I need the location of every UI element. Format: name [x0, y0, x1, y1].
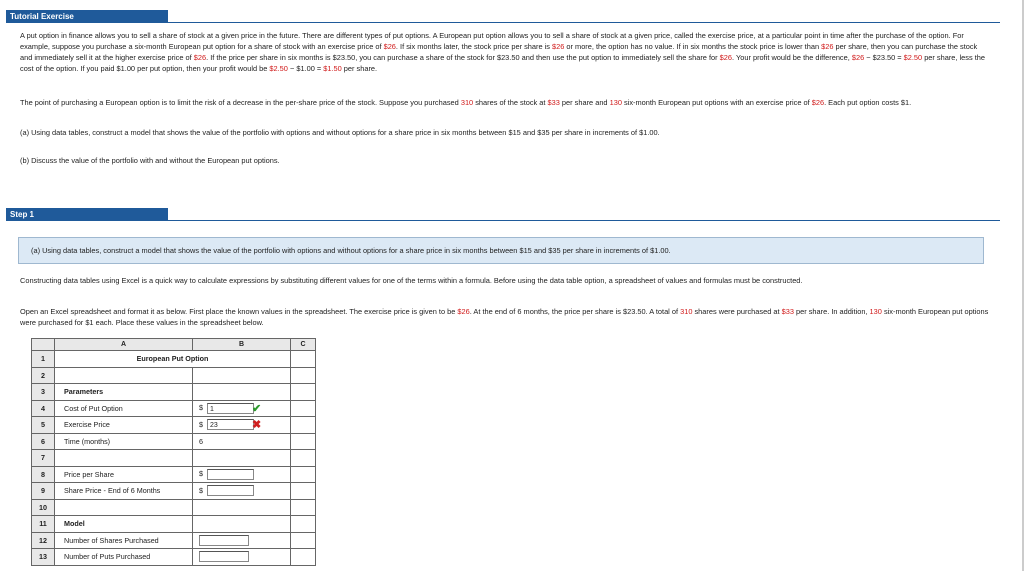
cell-empty [291, 384, 316, 401]
text-run: Open an Excel spreadsheet and format it as below. First place the known values in the spreadsheet. The exercise price is given to be [20, 307, 458, 316]
row-number: 12 [32, 532, 55, 549]
row-number: 9 [32, 483, 55, 500]
cell-label: Number of Shares Purchased [55, 532, 193, 549]
correct-check-icon: ✔ [252, 402, 262, 415]
text-run: A put option in finance allows you to sell a share of stock at a given price in the future. There are different types of put options. A European put option allows you to sell a share of stock at a given price, called the exercise price, at a particular point in time after the purchase of the option. For example, suppose you purchase a six-month European put option for a share of stock with an exercise price of [20, 31, 964, 51]
cell-empty [291, 351, 316, 368]
cell-value [193, 483, 291, 500]
currency-symbol: $ [199, 485, 203, 495]
tutorial-exercise-header: Tutorial Exercise [6, 10, 168, 23]
question-a: (a) Using data tables, construct a model that shows the value of the portfolio with options and without options for a share price in six months between $15 and $35 per share in increments of $1.00. [20, 128, 660, 137]
highlighted-value: 130 [609, 98, 622, 107]
sheet-row [32, 367, 316, 384]
highlighted-value: $2.50 [903, 53, 923, 62]
cell-label [55, 450, 193, 467]
cell-label [55, 367, 193, 384]
sheet-row [32, 466, 316, 483]
row-number: 7 [32, 450, 55, 467]
highlighted-value: $26 [811, 98, 825, 107]
incorrect-cross-icon: ✖ [252, 419, 262, 431]
cell-label: Time (months) [55, 433, 193, 450]
cell-value [193, 549, 291, 566]
cell-value [193, 367, 291, 384]
spreadsheet [31, 338, 316, 566]
sheet-row [32, 417, 316, 434]
cell-value [193, 499, 291, 516]
text-run: shares were purchased at [692, 307, 782, 316]
cell-empty [291, 516, 316, 533]
cell-label [55, 499, 193, 516]
highlighted-value: $26 [552, 42, 565, 51]
sheet-row [32, 400, 316, 417]
sheet-row [32, 384, 316, 401]
row-number: 3 [32, 384, 55, 401]
row-number: 2 [32, 367, 55, 384]
cell-empty [291, 466, 316, 483]
answer-input[interactable] [207, 485, 254, 496]
cell-value [193, 433, 291, 450]
cell-empty [291, 400, 316, 417]
cell-label: Exercise Price [55, 417, 193, 434]
text-run: shares of the stock at [473, 98, 548, 107]
row-number: 1 [32, 351, 55, 368]
row-number: 4 [32, 400, 55, 417]
text-run: − $1.00 = [287, 64, 324, 73]
row-number: 13 [32, 549, 55, 566]
row-number: 6 [32, 433, 55, 450]
cell-value [193, 417, 291, 434]
paragraph-intro [20, 30, 990, 74]
sheet-row [32, 549, 316, 566]
sheet-row [32, 483, 316, 500]
cell-value [193, 450, 291, 467]
sheet-row [32, 499, 316, 516]
highlighted-value: $2.50 [269, 64, 288, 73]
highlighted-value: $26 [383, 42, 396, 51]
text-run: or more, the option has no value. If in six months the stock price is lower than [564, 42, 822, 51]
text-run: − $23.50 = [864, 53, 904, 62]
cell-label: Parameters [55, 384, 193, 401]
highlighted-value: 310 [460, 98, 474, 107]
text-run: per share and [559, 98, 610, 107]
cell-empty [291, 450, 316, 467]
highlighted-value: $26 [821, 42, 834, 51]
paragraph-instructions [20, 306, 990, 328]
currency-symbol: $ [199, 469, 203, 479]
cell-empty [291, 483, 316, 500]
corner-cell [32, 339, 55, 351]
sheet-row [32, 516, 316, 533]
answer-input[interactable]: 23 [207, 419, 254, 430]
answer-input[interactable]: 1 [207, 403, 254, 414]
header-rule [168, 22, 1000, 23]
question-b: (b) Discuss the value of the portfolio with and without the European put options. [20, 156, 280, 165]
sheet-row [32, 450, 316, 467]
column-header-c: C [291, 339, 316, 351]
step-question-box: (a) Using data tables, construct a model that shows the value of the portfolio with options and without options for a share price in six months between $15 and $35 per share in increments of $1.00. [18, 237, 984, 264]
highlighted-value: $26 [193, 53, 207, 62]
cell-value [193, 532, 291, 549]
cell-empty [291, 417, 316, 434]
highlighted-value: $26 [719, 53, 732, 62]
text-run: . Your profit would be the difference, [732, 53, 852, 62]
highlighted-value: $26 [457, 307, 470, 316]
sheet-row [32, 433, 316, 450]
text-run: . If the price per share in six months is $23.50, you can purchase a share of the stock for $23.50 and then use the put option to immediately sell the share for [206, 53, 720, 62]
answer-input[interactable] [199, 535, 249, 546]
cell-value [193, 516, 291, 533]
text-run: per share. [341, 64, 378, 73]
currency-symbol: $ [199, 419, 203, 429]
highlighted-value: $1.50 [323, 64, 342, 73]
highlighted-value: 130 [869, 307, 882, 316]
cell-label: Cost of Put Option [55, 400, 193, 417]
text-run: . Each put option costs $1. [824, 98, 912, 107]
highlighted-value: $33 [547, 98, 560, 107]
cell-value [193, 466, 291, 483]
spreadsheet-body [32, 351, 316, 566]
text-run: . At the end of 6 months, the price per share is $23.50. A total of [469, 307, 681, 316]
cell-label: Share Price - End of 6 Months [55, 483, 193, 500]
highlighted-value: 310 [680, 307, 693, 316]
currency-symbol: $ [199, 403, 203, 413]
row-number: 8 [32, 466, 55, 483]
highlighted-value: $33 [781, 307, 794, 316]
static-value: 6 [199, 436, 203, 446]
step-rule [168, 220, 1000, 221]
sheet-row [32, 532, 316, 549]
paragraph-data-tables: Constructing data tables using Excel is a quick way to calculate expressions by substituting different values for one of the terms within a formula. Before using the data table option, a spreadsheet of values and formulas must be constructed. [20, 276, 803, 285]
cell-empty [291, 549, 316, 566]
cell-value [193, 400, 291, 417]
cell-value [193, 384, 291, 401]
text-run: six-month European put options with an exercise price of [621, 98, 812, 107]
row-number: 11 [32, 516, 55, 533]
paragraph-portfolio [20, 97, 990, 108]
cell-label: Price per Share [55, 466, 193, 483]
cell-label: Model [55, 516, 193, 533]
text-run: The point of purchasing a European option is to limit the risk of a decrease in the per-share price of the stock. Suppose you purchased [20, 98, 461, 107]
cell-empty [291, 532, 316, 549]
cell-empty [291, 433, 316, 450]
text-run: per share. In addition, [793, 307, 870, 316]
text-run: six-month European put options were purchased for $1 each. Place these values in the spreadsheet below. [20, 307, 989, 327]
sheet-row [32, 351, 316, 368]
text-run: per share, less the cost of the option. If you paid $1.00 per put option, then your profit would be [20, 53, 985, 73]
text-run: per share, then you can purchase the stock and immediately sell it at the higher exercise price of [20, 42, 978, 62]
column-header-a: A [55, 339, 193, 351]
text-run: . If six months later, the stock price per share is [395, 42, 553, 51]
step-header: Step 1 [6, 208, 168, 221]
answer-input[interactable] [207, 469, 254, 480]
answer-input[interactable] [199, 551, 249, 562]
sheet-title: European Put Option [55, 351, 291, 368]
row-number: 10 [32, 499, 55, 516]
cell-label: Number of Puts Purchased [55, 549, 193, 566]
row-number: 5 [32, 417, 55, 434]
cell-empty [291, 499, 316, 516]
cell-empty [291, 367, 316, 384]
highlighted-value: $26 [851, 53, 865, 62]
column-header-b: B [193, 339, 291, 351]
